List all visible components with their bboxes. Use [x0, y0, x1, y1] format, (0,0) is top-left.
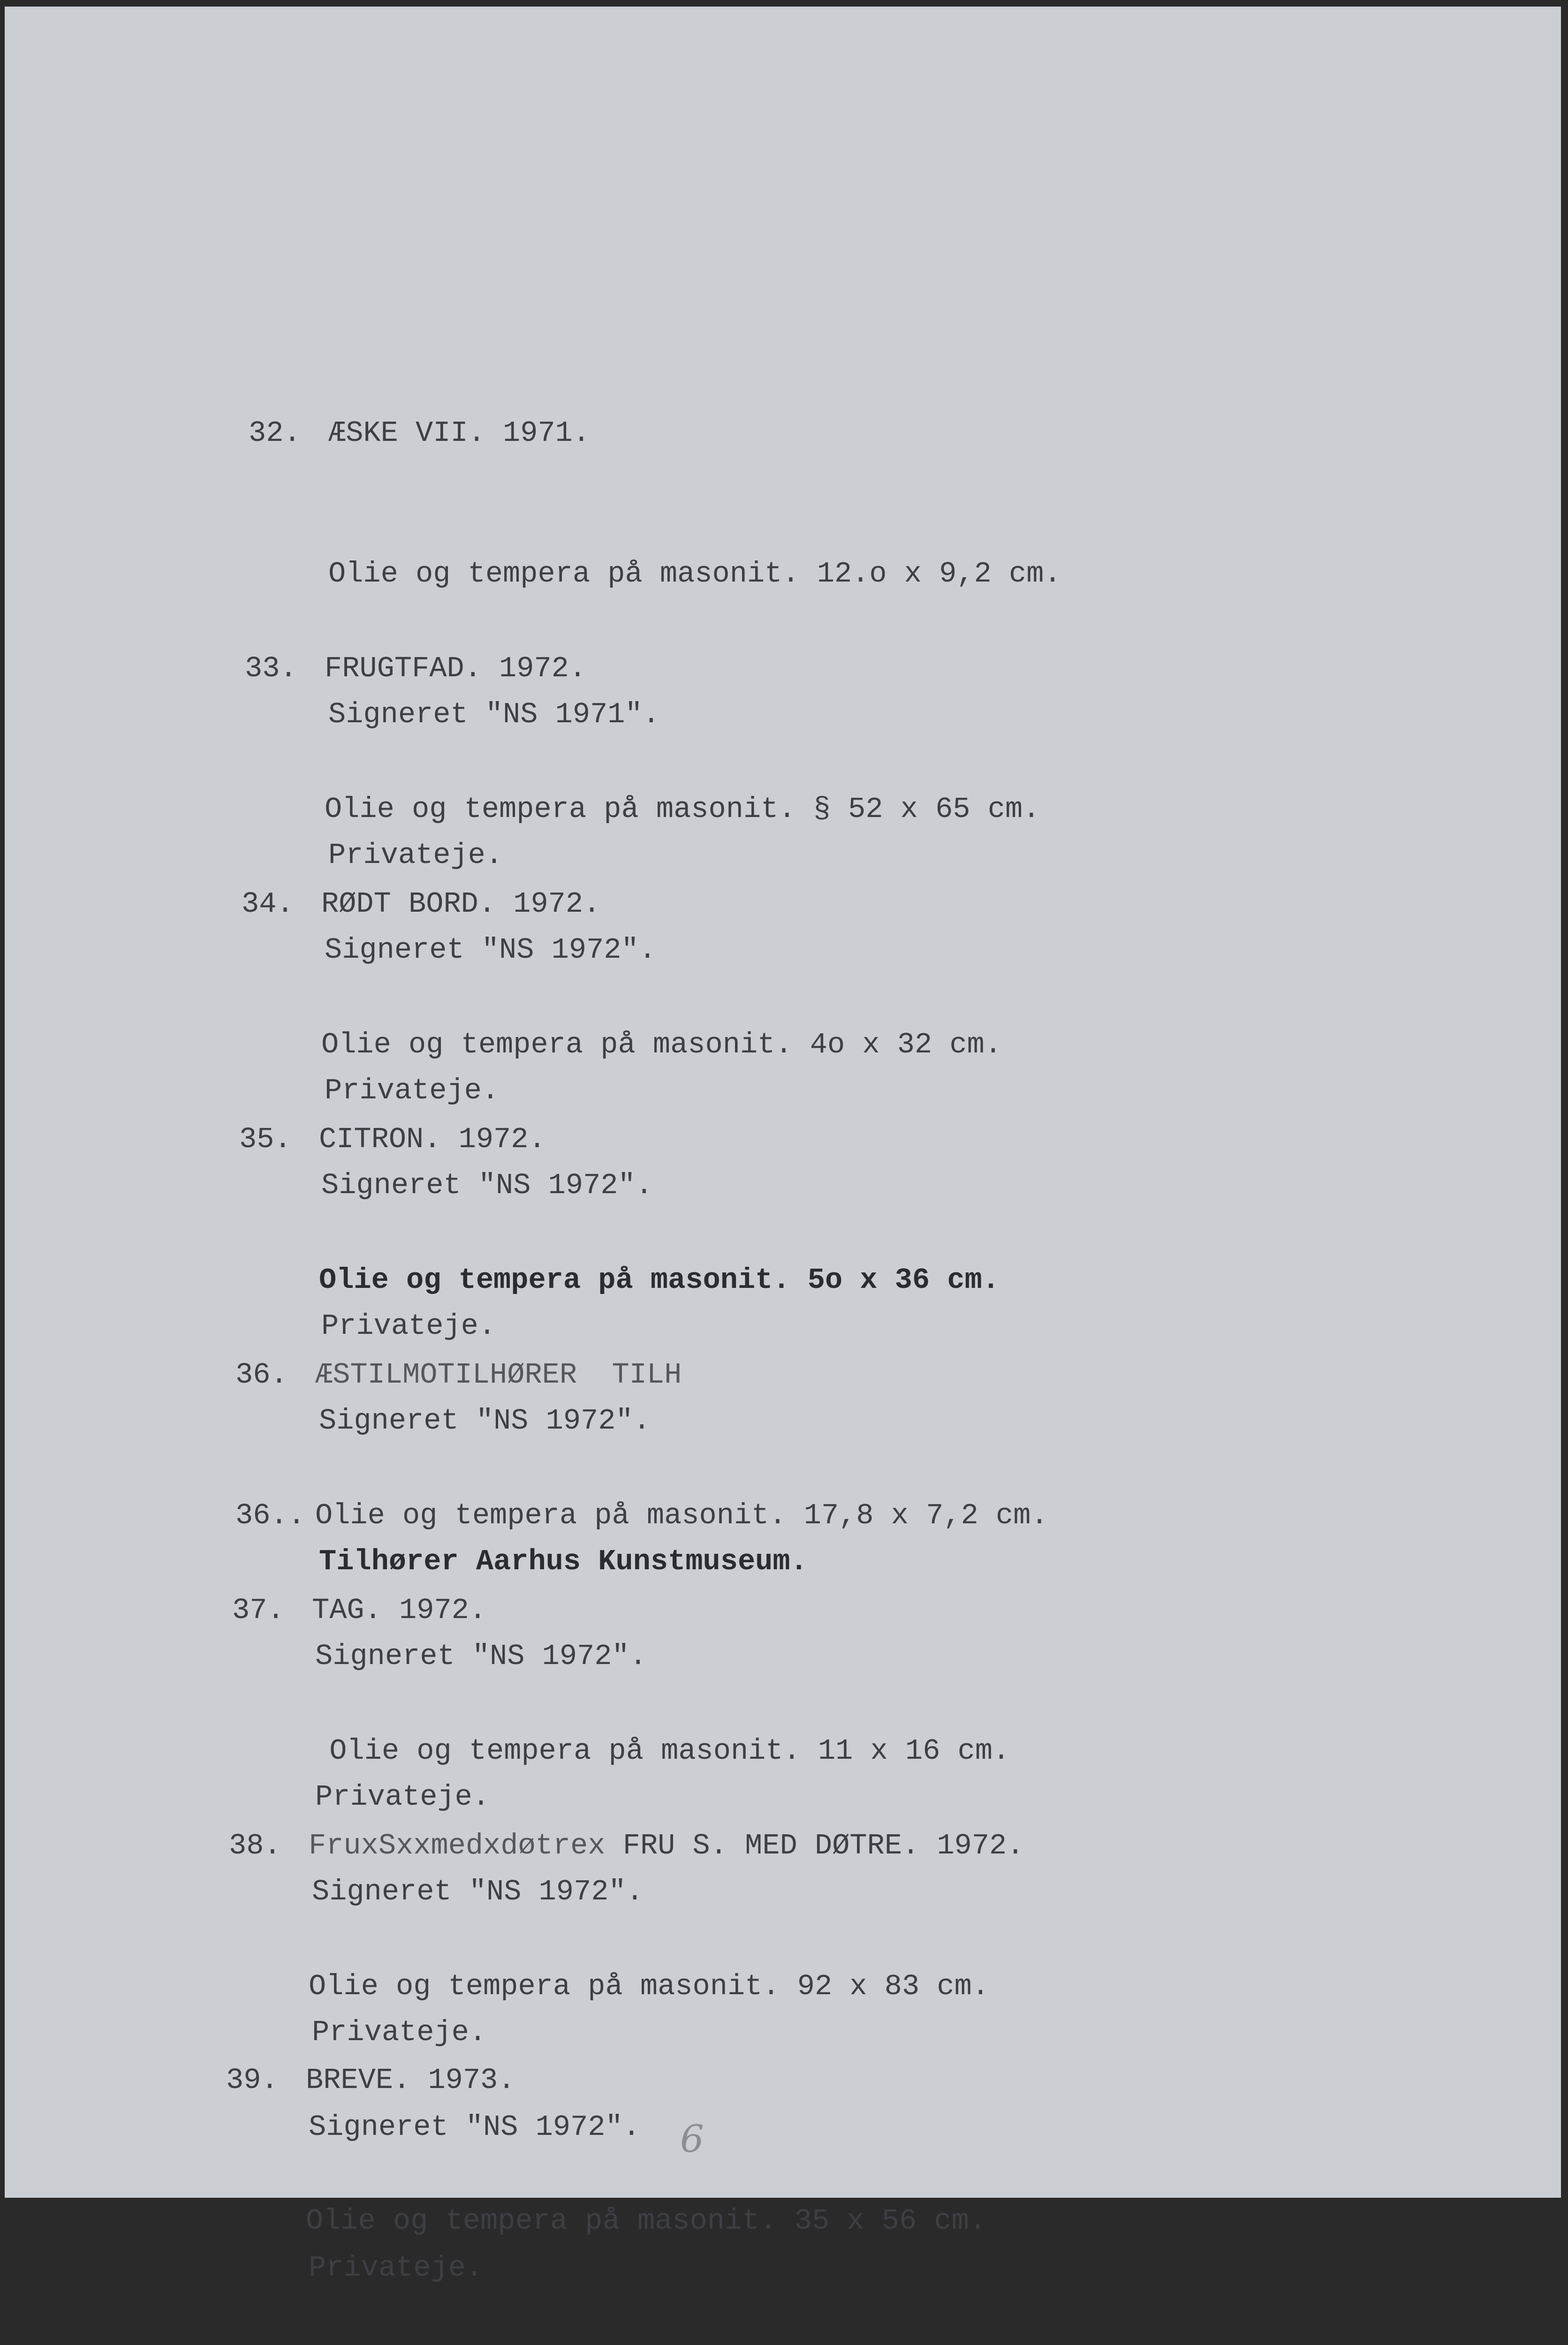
- entry-number: 35.: [239, 1123, 292, 1156]
- entry-signature: [226, 2338, 986, 2345]
- entry-title: RØDT BORD. 1972.: [321, 887, 601, 921]
- entry-signature: Signeret "NS 1972".: [319, 1404, 651, 1437]
- entry-signature: Signeret "NS 1972".: [315, 1640, 647, 1673]
- entry-title: FRUGTFAD. 1972.: [325, 652, 587, 685]
- entry-number-repeat: 36..: [235, 1499, 305, 1532]
- entry-number: 39.: [226, 2064, 279, 2097]
- entry-signature: Signeret "NS 1972".: [309, 2110, 640, 2144]
- entry-heading: [235, 1352, 1048, 1399]
- entry-owner: Tilhører Aarhus Kunstmuseum.: [319, 1545, 808, 1578]
- entry-number: 34.: [242, 887, 294, 921]
- entry-title: BREVE. 1973.: [306, 2064, 515, 2097]
- entry-number: 32.: [249, 416, 301, 450]
- document-page: [5, 7, 1561, 2284]
- entry-medium: Olie og tempera på masonit. 17,8 x 7,2 cm.: [315, 1499, 1048, 1532]
- entry-owner: Privateje.: [328, 839, 503, 872]
- entry-title: FRU S. MED DØTRE. 1972.: [622, 1829, 1024, 1862]
- entry-heading: [232, 1587, 1010, 1634]
- entry-signature: Signeret "NS 1971".: [328, 698, 660, 731]
- entry-medium: Olie og tempera på masonit. 92 x 83 cm.: [309, 1970, 990, 2003]
- entry-heading: [239, 1116, 1000, 1163]
- entry-owner: Privateje.: [312, 2016, 487, 2049]
- entry-owner: Privateje.: [325, 1074, 500, 1107]
- entry-title: TAG. 1972.: [312, 1594, 487, 1627]
- entry-title-overtyped: ÆSTILMOTILHØRER TILH: [315, 1358, 682, 1392]
- entry-number: 36.: [235, 1358, 288, 1392]
- entry-heading: [242, 881, 1002, 928]
- entry-medium: Olie og tempera på masonit. 5o x 36 cm.: [319, 1263, 1000, 1297]
- entry-signature: Signeret "NS 1972".: [325, 933, 656, 967]
- entry-medium: Olie og tempera på masonit. 12.o x 9,2 cm.: [328, 557, 1061, 590]
- catalog-entry-39: [226, 1963, 986, 2345]
- entry-medium: Olie og tempera på masonit. 11 x 16 cm.: [312, 1734, 1010, 1768]
- entry-owner: Privateje.: [315, 1780, 490, 1814]
- entry-owner: Privateje.: [309, 2251, 484, 2284]
- entry-heading: [249, 410, 1061, 457]
- entry-owner: Privateje.: [321, 1309, 496, 1343]
- entry-signature: Signeret "NS 1972".: [312, 1875, 644, 1908]
- entry-medium: Olie og tempera på masonit. 4o x 32 cm.: [321, 1028, 1002, 1061]
- entry-heading: [226, 2057, 986, 2104]
- entry-signature: Signeret "NS 1972".: [321, 1169, 653, 1202]
- entry-heading: [229, 1823, 1024, 1869]
- entry-medium: Olie og tempera på masonit. § 52 x 65 cm.: [325, 793, 1040, 826]
- entry-title: CITRON. 1972.: [319, 1123, 546, 1156]
- entry-number: 33.: [245, 652, 297, 685]
- entry-title-struck: FruxSxxmedxdøtrex: [309, 1829, 606, 1862]
- entry-title: ÆSKE VII. 1971.: [328, 416, 591, 450]
- entry-medium: Olie og tempera på masonit. 35 x 56 cm.: [306, 2204, 987, 2238]
- entry-heading: [245, 645, 1040, 692]
- page-number: 6: [680, 2117, 704, 2161]
- entry-number: 37.: [232, 1594, 285, 1627]
- entry-number: 38.: [229, 1829, 281, 1862]
